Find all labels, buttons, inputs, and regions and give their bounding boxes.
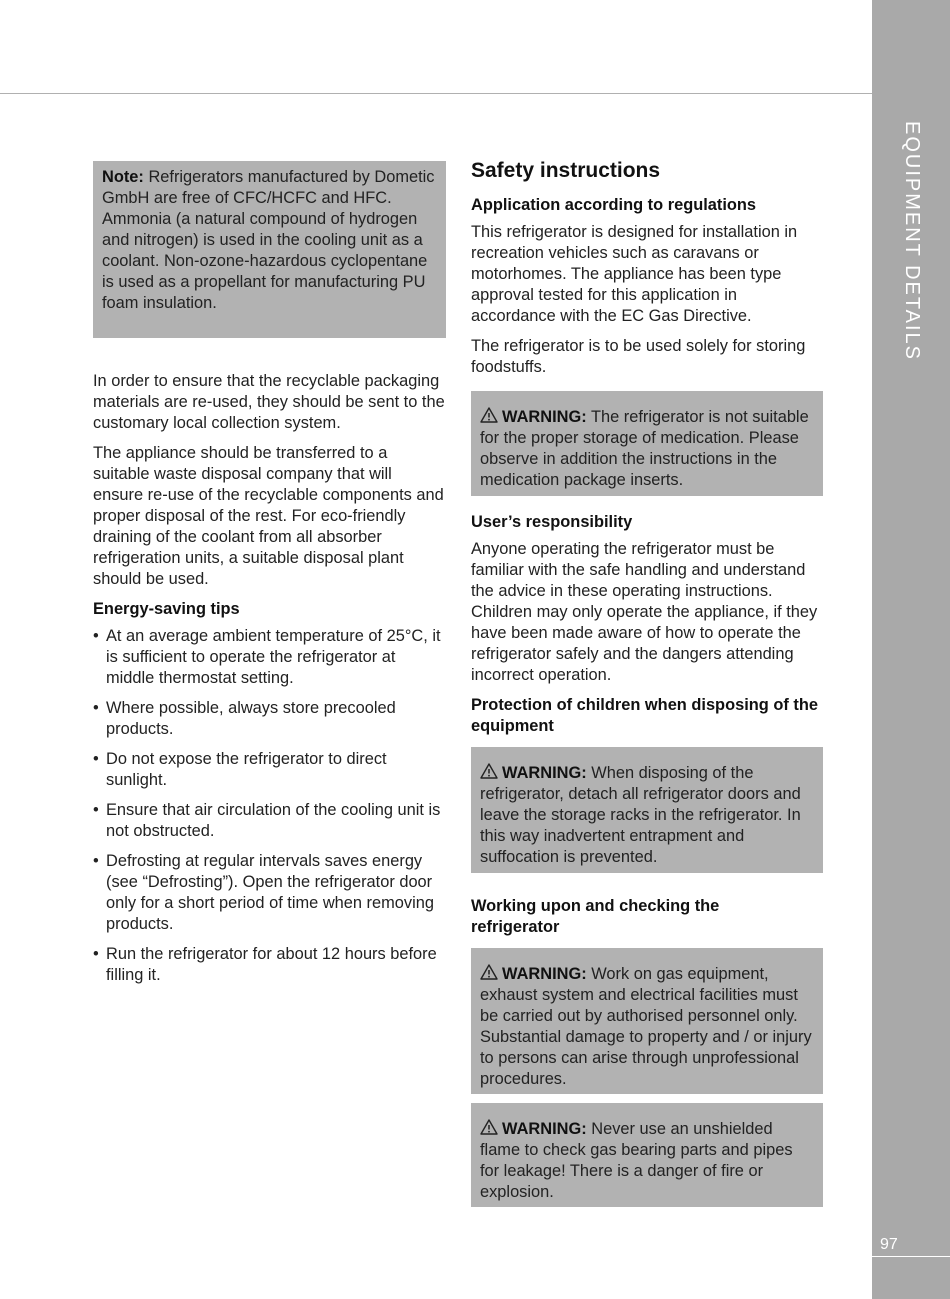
section-tab <box>872 0 950 1299</box>
list-item: • Where possible, always store precooled products. <box>93 698 446 740</box>
energy-saving-heading: Energy-saving tips <box>93 600 240 618</box>
user-responsibility-paragraph: Anyone operating the refrigerator must be familiar with the safe handling and understand the advice in these operating instructions. Children may only operate the appliance, if they have been made aware of how to operate the refrigerator safely and the dangers attending incorrect operation. <box>471 540 818 684</box>
energy-tips-list <box>93 626 446 995</box>
warning-body: The refrigerator is not suitable for the proper storage of medication. Please observe in addition the instructions in the medication package inserts. <box>480 408 809 489</box>
warning-body: Work on gas equipment, exhaust system and electrical facilities must be carried out by authorised personnel only. Substantial damage to property and / or injury to persons can arise through unprofessional procedures. <box>480 965 812 1088</box>
page-title: Safety instructions <box>471 159 661 182</box>
recycling-paragraph: In order to ensure that the recyclable packaging materials are re-used, they should be sent to the customary local collection system. <box>93 372 445 432</box>
application-heading: Application according to regulations <box>471 196 757 214</box>
warning-triangle-icon <box>480 407 498 423</box>
warning-body: Never use an unshielded flame to check gas bearing parts and pipes for leakage! There is a danger of fire or explosion. <box>480 1120 793 1201</box>
foodstuffs-paragraph: The refrigerator is to be used solely for storing foodstuffs. <box>471 337 806 376</box>
warning-label: WARNING: <box>502 965 587 983</box>
warning-text <box>480 407 814 491</box>
note-label: Note: <box>102 168 144 186</box>
list-item: • Defrosting at regular intervals saves energy (see “Defrosting”). Open the refrigerator door only for a short period of time when removing products. <box>93 851 446 935</box>
warning-text <box>480 763 814 868</box>
section-tab-label: EQUIPMENT DETAILS <box>901 121 923 361</box>
warning-label: WARNING: <box>502 1120 587 1138</box>
note-body: Refrigerators manufactured by Dometic GmbH are free of CFC/HCFC and HFC. Ammonia (a natural compound of hydrogen and nitrogen) is used in the cooling unit as a coolant. Non-ozone-hazardous cyclopentane is used as a propellant for manufacturing PU foam insulation. <box>102 168 435 312</box>
child-protection-heading: Protection of children when disposing of the equipment <box>471 696 818 735</box>
warning-box-disposal <box>471 747 823 873</box>
list-item: • Ensure that air circulation of the cooling unit is not obstructed. <box>93 800 446 842</box>
note-text <box>102 167 437 314</box>
page-number-separator <box>872 1256 950 1257</box>
warning-text <box>480 1119 814 1203</box>
list-item: • Do not expose the refrigerator to direct sunlight. <box>93 749 446 791</box>
warning-box-gas-equipment <box>471 948 823 1094</box>
warning-triangle-icon <box>480 763 498 779</box>
warning-text <box>480 964 814 1090</box>
warning-label: WARNING: <box>502 764 587 782</box>
working-heading: Working upon and checking the refrigerator <box>471 897 720 936</box>
warning-box-flame <box>471 1103 823 1207</box>
warning-triangle-icon <box>480 964 498 980</box>
list-item: • At an average ambient temperature of 25°C, it is sufficient to operate the refrigerator at middle thermostat setting. <box>93 626 446 689</box>
warning-triangle-icon <box>480 1119 498 1135</box>
warning-box-medication <box>471 391 823 496</box>
warning-label: WARNING: <box>502 408 587 426</box>
disposal-paragraph: The appliance should be transferred to a suitable waste disposal company that will ensure re-use of the recyclable components and proper disposal of the rest. For eco-friendly draining of the coolant from all absorber refrigeration units, a suitable disposal plant should be used. <box>93 444 444 588</box>
application-paragraph: This refrigerator is designed for installation in recreation vehicles such as caravans or motorhomes. The appliance has been type approval tested for this application in accordance with the EC Gas Directive. <box>471 223 798 325</box>
header-rule <box>0 93 872 94</box>
note-box <box>93 161 446 338</box>
page-number: 97 <box>880 1236 898 1253</box>
list-item: • Run the refrigerator for about 12 hours before filling it. <box>93 944 446 986</box>
user-responsibility-heading: User’s responsibility <box>471 513 633 531</box>
warning-body: When disposing of the refrigerator, detach all refrigerator doors and leave the storage racks in the refrigerator. In this way inadvertent entrapment and suffocation is prevented. <box>480 764 801 866</box>
